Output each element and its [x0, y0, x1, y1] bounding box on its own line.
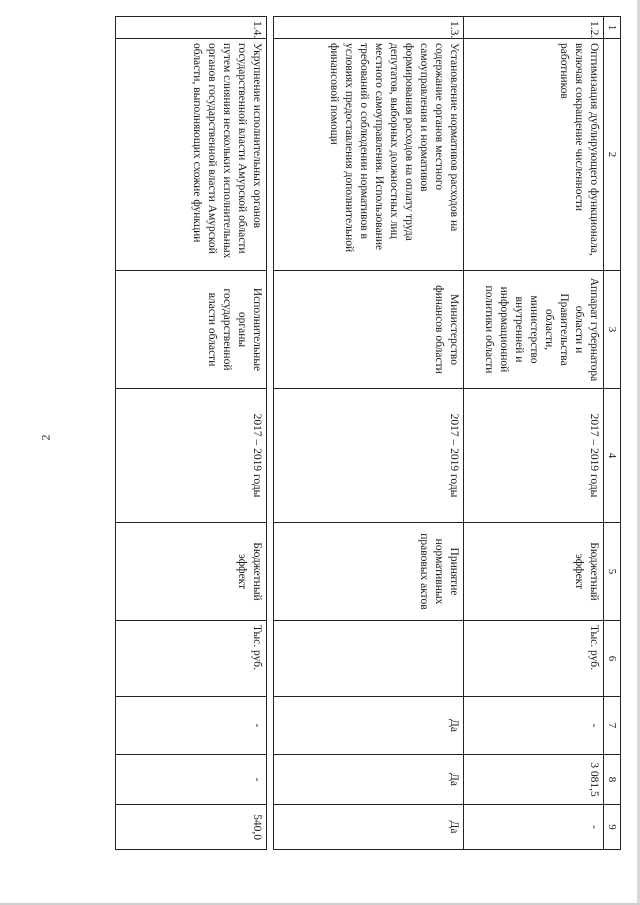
executor-cell: Исполнительные органы государственной власти области — [116, 271, 267, 389]
result-cell: Бюджетный эффект — [463, 523, 603, 621]
row-separator — [266, 17, 273, 850]
header-cell: 4 — [603, 389, 620, 523]
row-number: 1.2. — [463, 17, 603, 39]
page-number: 2 — [38, 434, 53, 441]
header-cell: 5 — [603, 523, 620, 621]
value-2018-cell: Да — [273, 755, 463, 805]
executor-cell: Аппарат губернатора области и Правительства области, министерство внутренней и информационной политики области — [463, 271, 603, 389]
value-2019-cell: Да — [273, 805, 463, 850]
header-cell: 7 — [603, 697, 620, 755]
measures-table — [115, 16, 621, 850]
value-2017-cell: Да — [273, 697, 463, 755]
measure-cell: Оптимизация дублирующего функционала, включая сокращение численности работников — [463, 39, 603, 271]
executor-cell: Министерство финансов области — [273, 271, 463, 389]
value-2019-cell: - — [463, 805, 603, 850]
rotated-table-container — [115, 16, 621, 849]
header-cell: 3 — [603, 271, 620, 389]
value-2018-cell: - — [116, 755, 267, 805]
value-2018-cell: 3 081,5 — [463, 755, 603, 805]
period-cell: 2017 – 2019 годы — [463, 389, 603, 523]
unit-cell: Тыс. руб. — [116, 621, 267, 697]
header-cell: 2 — [603, 39, 620, 271]
value-2019-cell: 540,0 — [116, 805, 267, 850]
result-cell: Бюджетный эффект — [116, 523, 267, 621]
unit-cell — [273, 621, 463, 697]
row-number: 1.3. — [273, 17, 463, 39]
separator-cell — [266, 17, 273, 850]
value-2017-cell: - — [463, 697, 603, 755]
measure-cell: Укрупнение исполнительных органов государственной власти Амурской области путем слияния нескольких исполнительных органов государственной власти Амурской области, выполняющих схожие функции — [116, 39, 267, 271]
unit-cell: Тыс. руб. — [463, 621, 603, 697]
header-row — [603, 17, 620, 850]
row-number: 1.4. — [116, 17, 267, 39]
table-row — [116, 17, 267, 850]
value-2017-cell: - — [116, 697, 267, 755]
table-row — [463, 17, 603, 850]
period-cell: 2017 – 2019 годы — [116, 389, 267, 523]
measure-cell: Установление нормативов расходов на содержание органов местного самоуправления и нормативов формирования расходов на оплату труда депутатов, выборных должностных лиц местного самоуправления. Использование требований о соблюдении нормативов в условиях предоставления дополнительной финансовой помощи — [273, 39, 463, 271]
header-cell: 6 — [603, 621, 620, 697]
result-cell: Принятие нормативных правовых актов — [273, 523, 463, 621]
header-cell: 9 — [603, 805, 620, 850]
period-cell: 2017 – 2019 годы — [273, 389, 463, 523]
table-row — [273, 17, 463, 850]
header-cell: 8 — [603, 755, 620, 805]
header-cell: 1 — [603, 17, 620, 39]
